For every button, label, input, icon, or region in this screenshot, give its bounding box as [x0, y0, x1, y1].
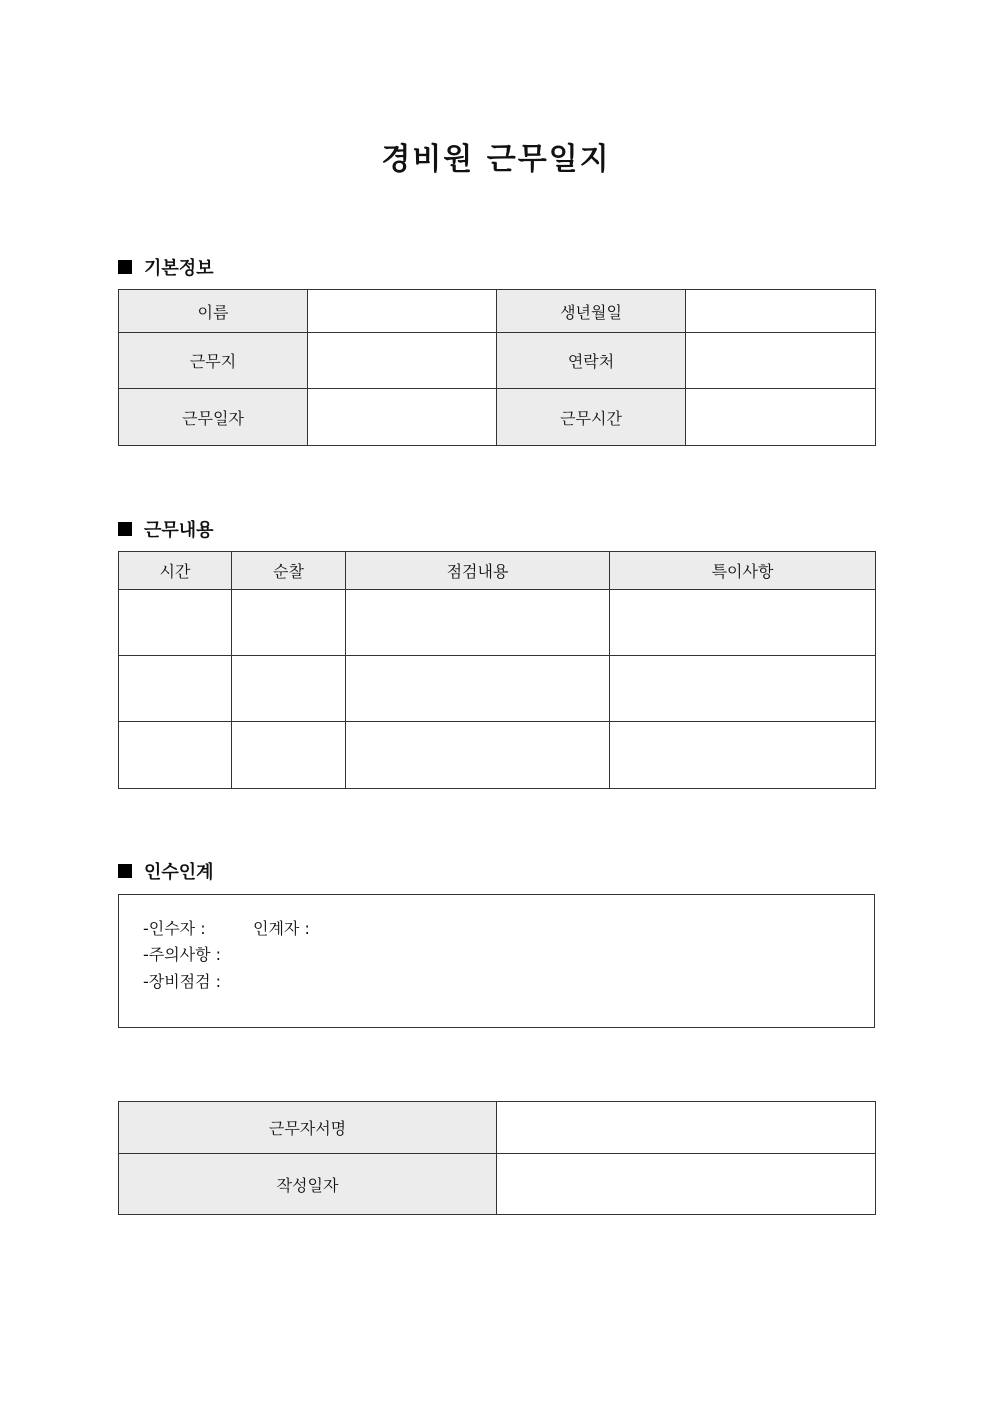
giver-label: 인계자 :	[253, 919, 310, 938]
table-row	[119, 1102, 876, 1154]
section-heading-basic-info	[118, 254, 214, 280]
table-row	[119, 1154, 876, 1215]
column-header-inspection: 점검내용	[346, 552, 610, 590]
name-label: 이름	[119, 290, 308, 333]
section-heading-work-content	[118, 516, 214, 542]
remarks-cell[interactable]	[610, 722, 876, 789]
table-header-row	[119, 552, 876, 590]
work-hours-label: 근무시간	[497, 389, 686, 446]
basic-info-table	[118, 289, 876, 446]
column-header-remarks: 특이사항	[610, 552, 876, 590]
time-cell[interactable]	[119, 656, 232, 722]
table-row	[119, 333, 876, 389]
section-title: 기본정보	[144, 258, 214, 279]
worker-signature-label: 근무자서명	[119, 1102, 497, 1154]
name-field[interactable]	[308, 290, 497, 333]
table-row	[119, 590, 876, 656]
square-bullet-icon	[118, 522, 132, 536]
time-cell[interactable]	[119, 722, 232, 789]
table-row	[119, 389, 876, 446]
square-bullet-icon	[118, 864, 132, 878]
time-cell[interactable]	[119, 590, 232, 656]
inspection-cell[interactable]	[346, 590, 610, 656]
contact-field[interactable]	[686, 333, 876, 389]
birthdate-label: 생년월일	[497, 290, 686, 333]
signature-table	[118, 1101, 876, 1215]
table-row	[119, 722, 876, 789]
inspection-cell[interactable]	[346, 656, 610, 722]
remarks-cell[interactable]	[610, 656, 876, 722]
table-row	[119, 290, 876, 333]
page-title: 경비원 근무일지	[381, 142, 611, 177]
section-title: 근무내용	[144, 520, 214, 541]
section-heading-handover	[118, 858, 214, 884]
worker-signature-field[interactable]	[497, 1102, 876, 1154]
work-hours-field[interactable]	[686, 389, 876, 446]
contact-label: 연락처	[497, 333, 686, 389]
patrol-cell[interactable]	[232, 590, 346, 656]
birthdate-field[interactable]	[686, 290, 876, 333]
square-bullet-icon	[118, 260, 132, 274]
workplace-label: 근무지	[119, 333, 308, 389]
patrol-cell[interactable]	[232, 656, 346, 722]
workplace-field[interactable]	[308, 333, 497, 389]
write-date-label: 작성일자	[119, 1154, 497, 1215]
notes-label: -주의사항 :	[143, 945, 222, 964]
column-header-time: 시간	[119, 552, 232, 590]
write-date-field[interactable]	[497, 1154, 876, 1215]
table-row	[119, 656, 876, 722]
inspection-cell[interactable]	[346, 722, 610, 789]
receiver-label: -인수자 :	[143, 919, 206, 938]
work-date-field[interactable]	[308, 389, 497, 446]
handover-box[interactable]	[118, 894, 875, 1028]
column-header-patrol: 순찰	[232, 552, 346, 590]
section-title: 인수인계	[144, 862, 214, 883]
patrol-cell[interactable]	[232, 722, 346, 789]
equipment-check-label: -장비점검 :	[143, 972, 222, 991]
work-date-label: 근무일자	[119, 389, 308, 446]
work-content-table	[118, 551, 876, 789]
remarks-cell[interactable]	[610, 590, 876, 656]
